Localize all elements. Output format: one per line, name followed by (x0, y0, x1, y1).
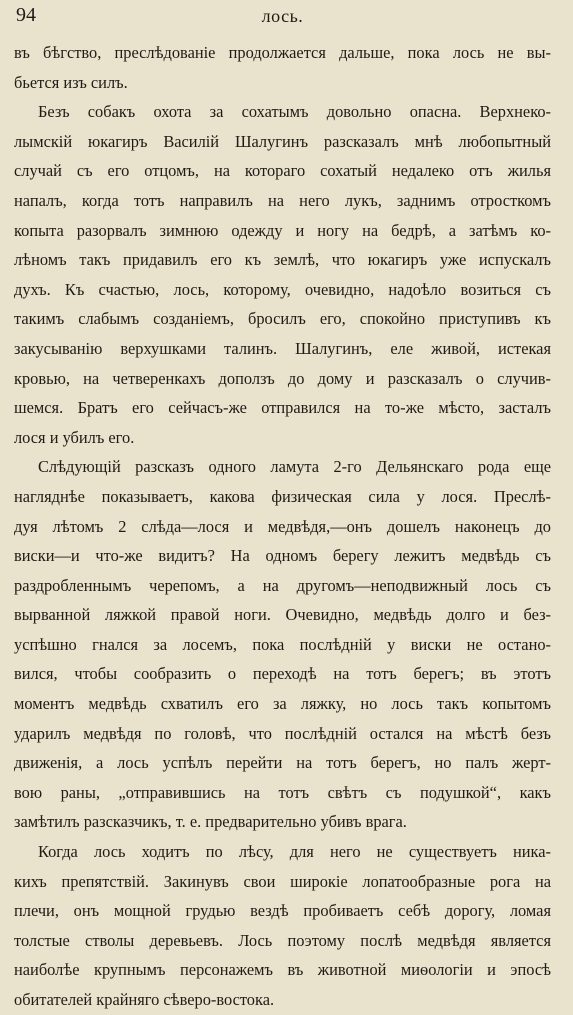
text-line: плечи, онъ мощной грудью вездѣ пробиваетъ себѣ дорогу, ломая (14, 901, 551, 921)
text-line: лѣномъ такъ придавилъ его къ землѣ, что юкагиръ уже испускалъ (14, 250, 551, 270)
text-line: наиболѣе крупнымъ персонажемъ въ животной миѳологіи и эпосѣ (14, 960, 551, 980)
text-line: кихъ препятствій. Закинувъ свои широкіе лопатообразные рога на (14, 871, 551, 891)
text-line: толстые стволы деревьевъ. Лось поэтому послѣ медвѣдя является (14, 930, 551, 950)
text-line: копыта разорвалъ зимнюю одежду и ногу на бедрѣ, а затѣмъ ко- (14, 220, 551, 240)
text-line: раздробленнымъ черепомъ, а на другомъ—неподвижный лось съ (14, 575, 551, 595)
text-line: случай съ его отцомъ, на котораго сохатый недалеко отъ жилья (14, 161, 551, 181)
text-line: напалъ, когда тотъ направилъ на него лукъ, заднимъ отросткомъ (14, 190, 551, 210)
running-title: лось. (261, 6, 304, 26)
text-line: бьется изъ силъ. (14, 72, 128, 92)
text-line: вырванной ляжкой правой ноги. Очевидно, медвѣдь долго и без- (14, 605, 551, 625)
text-line: лымскій юкагиръ Василій Шалугинъ разсказалъ мнѣ любопытный (14, 131, 551, 151)
text-line: духъ. Къ счастью, лось, которому, очевидно, надоѣло возиться съ (14, 279, 551, 299)
text-line: замѣтилъ разсказчикъ, т. е. предварительно убивъ врага. (14, 812, 407, 832)
text-line: въ бѣгство, преслѣдованіе продолжается дальше, пока лось не вы- (14, 43, 551, 62)
text-line: Слѣдующій разсказъ одного ламута 2-го Дельянскаго рода еще (38, 457, 551, 477)
text-line: нагляднѣе показываетъ, какова физическая сила у лося. Прeслѣ- (14, 486, 551, 506)
text-line: движенія, а лось успѣлъ перейти на тотъ берегъ, но палъ жерт- (14, 753, 551, 773)
text-line: шемся. Братъ его сейчасъ-же отправился на то-же мѣсто, засталъ (14, 398, 551, 418)
text-line: Когда лось ходитъ по лѣсу, для него не существуетъ ника- (38, 842, 551, 862)
text-line: вился, чтобы сообразить о переходѣ на тотъ берегъ; въ этотъ (14, 664, 551, 684)
paragraph (14, 38, 551, 97)
text-line: ударилъ медвѣдя по головѣ, что послѣдній остался на мѣстѣ безъ (14, 723, 551, 743)
text-line: обитателей крайняго сѣверо-востока. (14, 990, 275, 1009)
text-line: Безъ собакъ охота за сохатымъ довольно опасна. Верхнеко- (38, 102, 551, 122)
text-line: лося и убилъ его. (14, 427, 135, 447)
text-line: закусыванію верхушками талинъ. Шалугинъ, еле живой, истекая (14, 338, 551, 358)
paragraph (14, 837, 551, 1015)
text-line: успѣшно гнался за лосемъ, пока послѣдній у виски не остано- (14, 634, 551, 654)
text-line: моментъ медвѣдь схватилъ его за ляжку, но лось такъ копытомъ (14, 694, 551, 714)
text-line: вою раны, „отправившись на тотъ свѣтъ съ подушкой“, какъ (14, 782, 551, 802)
text-line: виски—и что-же видитъ? На одномъ берегу лежитъ медвѣдь съ (14, 546, 551, 566)
text-line: такимъ слабымъ созданіемъ, бросилъ его, спокойно приступивъ къ (14, 309, 551, 329)
text-line: кровью, на четверенкахъ доползъ до дому и разсказалъ о случив- (14, 368, 551, 388)
paragraph (14, 97, 551, 452)
text-line: дуя лѣтомъ 2 слѣда—лося и медвѣдя,—онъ дошелъ наконецъ до (14, 516, 551, 536)
page-number: 94 (16, 4, 36, 26)
page-header (14, 4, 551, 38)
paragraph (14, 452, 551, 837)
body-text (14, 38, 551, 1015)
